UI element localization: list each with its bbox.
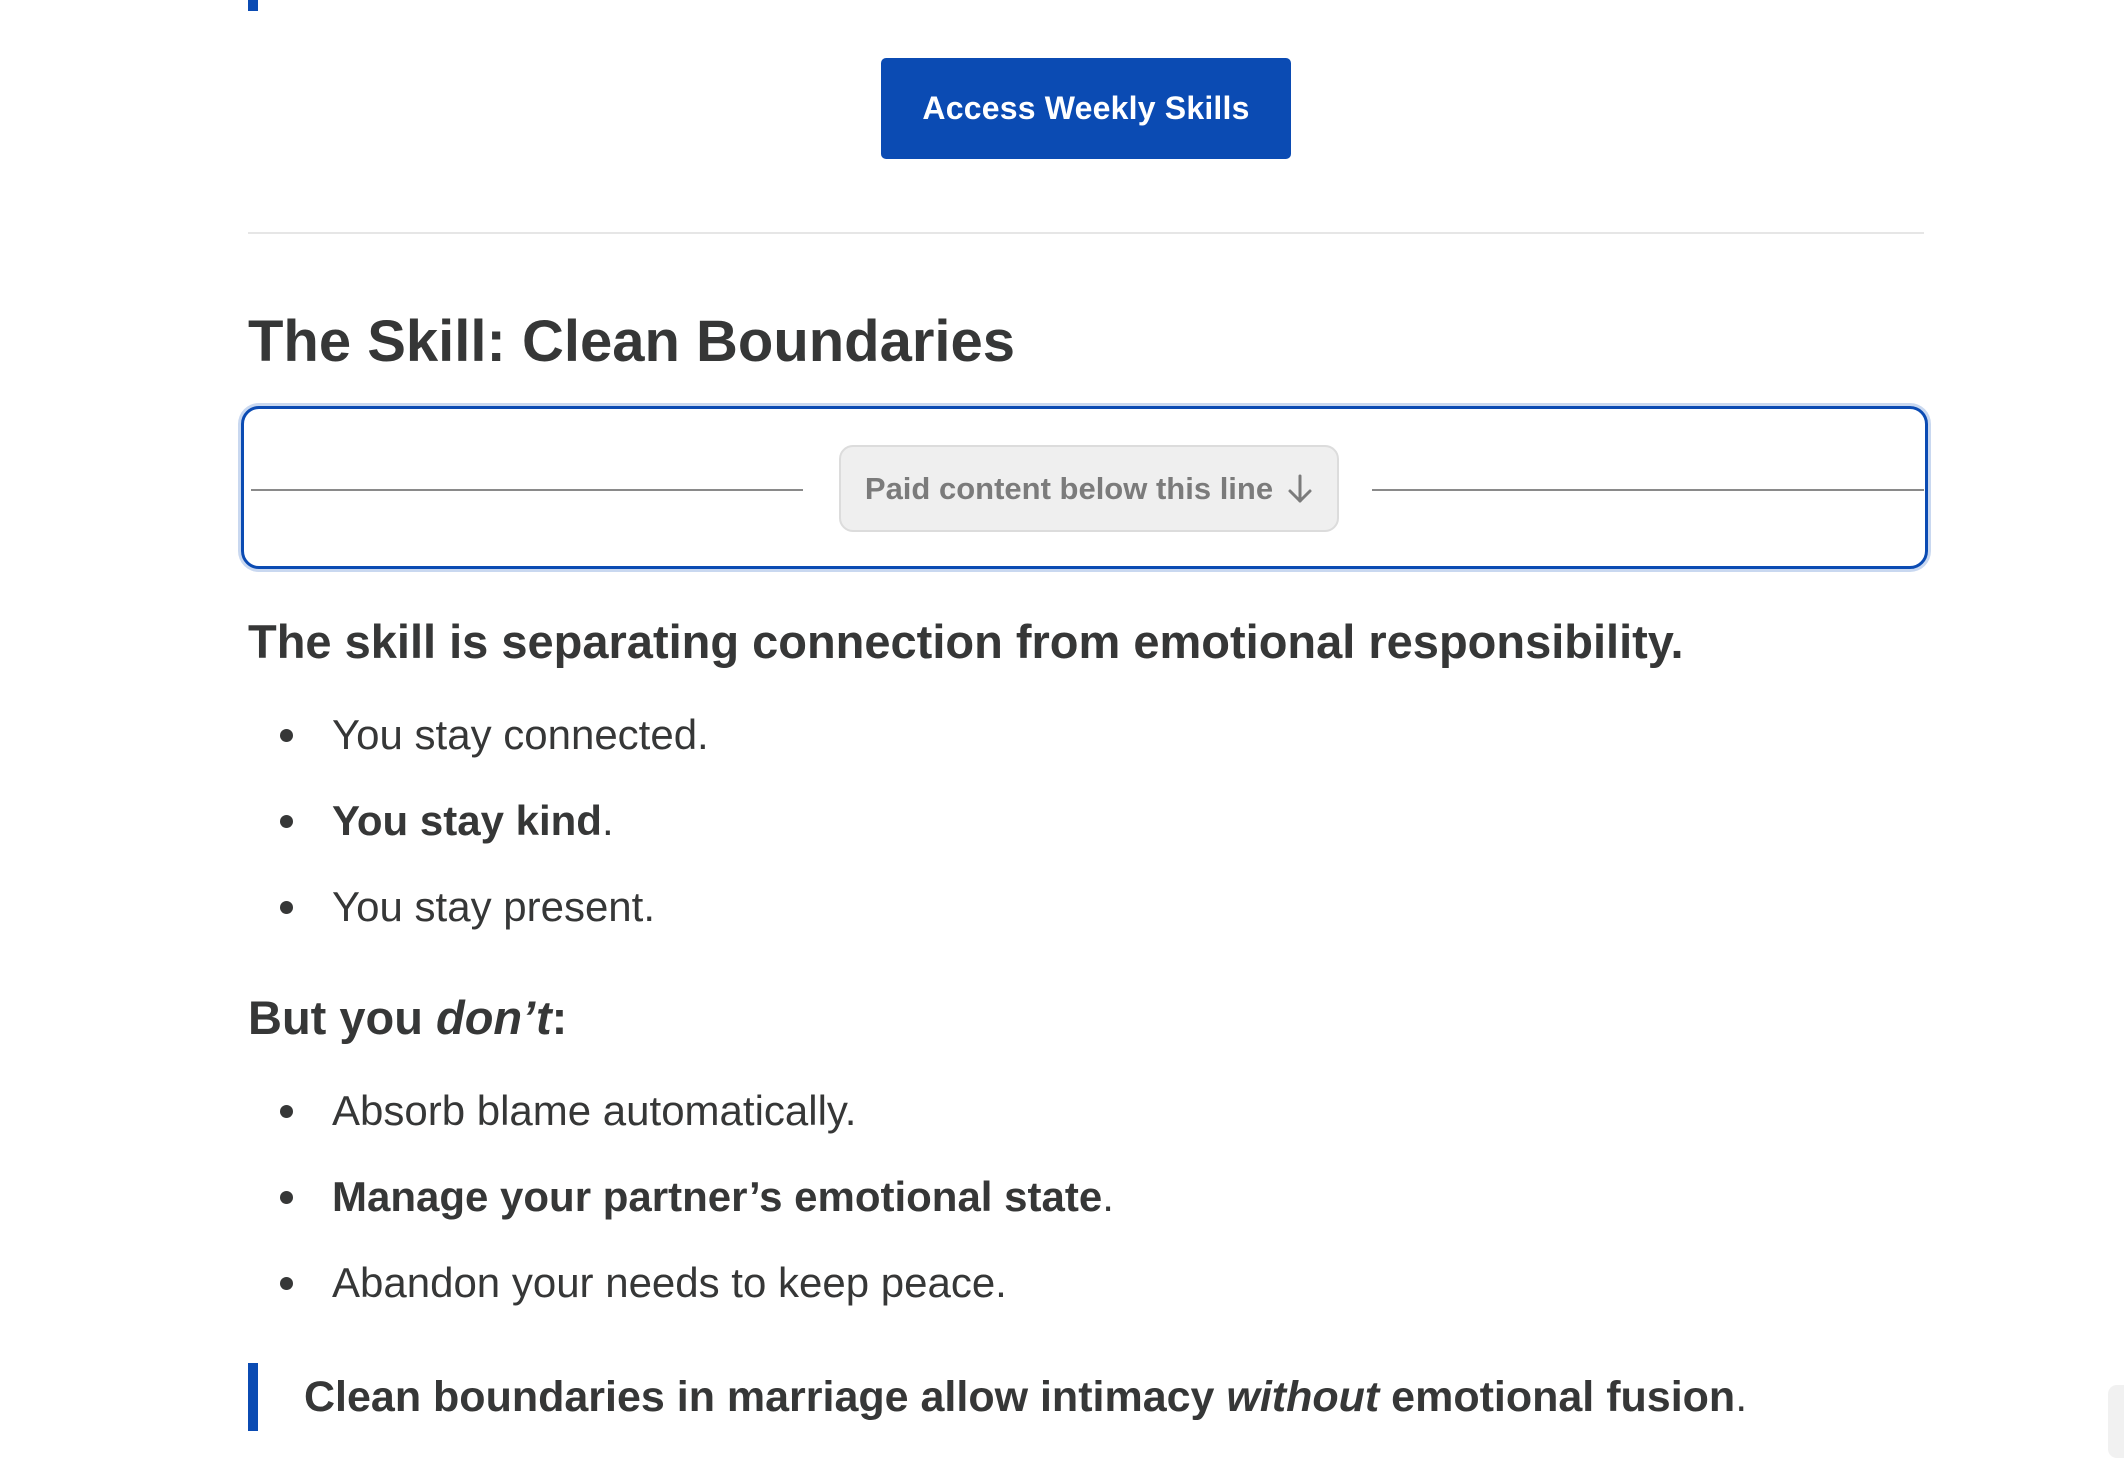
paywall-divider-block[interactable] [241,406,1928,569]
bullet-dot [280,1191,293,1204]
paywall-rule-right [1372,489,1924,491]
lead-sentence: The skill is separating connection from emotional responsibility. [248,615,1684,668]
dont-heading: But you don’t: [248,991,568,1044]
bullet-dot [280,815,293,828]
section-title: The Skill: Clean Boundaries [248,309,1016,374]
dont-list [248,1068,1114,1326]
pull-quote: Clean boundaries in marriage allow intimacy without emotional fusion. [248,1363,1747,1431]
list-item: You stay kind. [248,778,709,864]
bullet-dot [280,1277,293,1290]
list-item: Abandon your needs to keep peace. [248,1240,1114,1326]
bullet-dot [280,729,293,742]
list-item: Absorb blame automatically. [248,1068,1114,1154]
bullet-dot [280,1105,293,1118]
do-list [248,692,709,950]
section-divider [248,232,1924,234]
list-item: You stay present. [248,864,709,950]
arrow-down-icon [1287,474,1313,504]
paywall-label-pill [839,445,1339,532]
quote-accent-bar [248,0,258,11]
paywall-label: Paid content below this line [864,470,1274,506]
scrollbar-handle[interactable] [2108,1385,2124,1458]
bullet-dot [280,901,293,914]
list-item: Manage your partner’s emotional state. [248,1154,1114,1240]
access-weekly-skills-button[interactable]: Access Weekly Skills [881,58,1291,159]
paywall-rule-left [251,489,803,491]
list-item: You stay connected. [248,692,709,778]
